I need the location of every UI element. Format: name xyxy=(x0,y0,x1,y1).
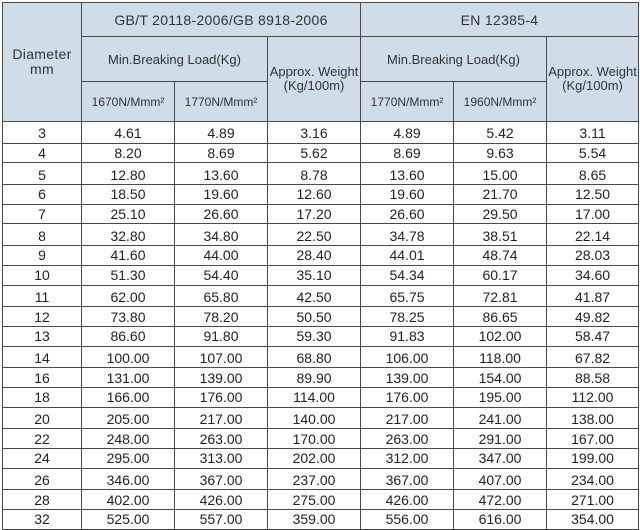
diameter-cell: 22 xyxy=(3,429,82,449)
gb-weight-cell: 359.00 xyxy=(268,510,361,530)
gb-1670-load-cell: 4.61 xyxy=(82,122,175,144)
gb-1670-load-cell: 18.50 xyxy=(82,185,175,205)
gb-1670-load-cell: 402.00 xyxy=(82,490,175,510)
en-weight-cell: 5.54 xyxy=(547,143,639,163)
en-1960-load-cell: 118.00 xyxy=(454,346,547,368)
table-row xyxy=(3,246,639,266)
diameter-cell: 5 xyxy=(3,163,82,185)
en-weight-cell: 271.00 xyxy=(547,490,639,510)
diameter-cell: 6 xyxy=(3,185,82,205)
table-row xyxy=(3,449,639,469)
en-grade-1960-header: 1960N/Mmm² xyxy=(454,82,547,122)
en-1770-load-cell: 26.60 xyxy=(361,204,454,224)
table-row xyxy=(3,204,639,224)
en-1960-load-cell: 21.70 xyxy=(454,185,547,205)
en-1960-load-cell: 5.42 xyxy=(454,122,547,144)
gb-weight-cell: 170.00 xyxy=(268,429,361,449)
en-weight-cell: 17.00 xyxy=(547,204,639,224)
en-1960-load-cell: 154.00 xyxy=(454,368,547,388)
en-1960-load-cell: 291.00 xyxy=(454,429,547,449)
gb-grade-1670-header: 1670N/Mmm² xyxy=(82,82,175,122)
en-1770-load-cell: 367.00 xyxy=(361,468,454,490)
diameter-cell: 18 xyxy=(3,387,82,407)
table-header xyxy=(3,3,639,122)
gb-weight-cell: 237.00 xyxy=(268,468,361,490)
gb-1670-load-cell: 295.00 xyxy=(82,449,175,469)
diameter-cell: 7 xyxy=(3,204,82,224)
gb-1770-load-cell: 426.00 xyxy=(175,490,268,510)
en-1960-load-cell: 616.00 xyxy=(454,510,547,530)
gb-1670-load-cell: 346.00 xyxy=(82,468,175,490)
en-1770-load-cell: 426.00 xyxy=(361,490,454,510)
en-weight-cell: 49.82 xyxy=(547,307,639,327)
diameter-cell: 8 xyxy=(3,224,82,246)
en-weight-cell: 34.60 xyxy=(547,265,639,285)
gb-1770-load-cell: 4.89 xyxy=(175,122,268,144)
diameter-cell: 16 xyxy=(3,368,82,388)
en-1770-load-cell: 176.00 xyxy=(361,387,454,407)
en-1960-load-cell: 48.74 xyxy=(454,246,547,266)
gb-1770-load-cell: 367.00 xyxy=(175,468,268,490)
gb-weight-cell: 89.90 xyxy=(268,368,361,388)
gb-1770-load-cell: 139.00 xyxy=(175,368,268,388)
en-1770-load-cell: 78.25 xyxy=(361,307,454,327)
gb-weight-cell: 42.50 xyxy=(268,285,361,307)
en-1770-load-cell: 556.00 xyxy=(361,510,454,530)
gb-weight-cell: 275.00 xyxy=(268,490,361,510)
gb-1770-load-cell: 91.80 xyxy=(175,326,268,346)
gb-1770-load-cell: 107.00 xyxy=(175,346,268,368)
wire-rope-spec-table xyxy=(2,2,639,530)
en-weight-cell: 112.00 xyxy=(547,387,639,407)
en-1960-load-cell: 407.00 xyxy=(454,468,547,490)
gb-weight-header: Approx. Weight (Kg/100m) xyxy=(268,37,361,122)
gb-weight-cell: 140.00 xyxy=(268,407,361,429)
gb-1770-load-cell: 26.60 xyxy=(175,204,268,224)
en-weight-cell: 58.47 xyxy=(547,326,639,346)
en-1770-load-cell: 217.00 xyxy=(361,407,454,429)
gb-standard-header: GB/T 20118-2006/GB 8918-2006 xyxy=(82,3,361,37)
table-row xyxy=(3,490,639,510)
gb-1670-load-cell: 73.80 xyxy=(82,307,175,327)
diameter-cell: 12 xyxy=(3,307,82,327)
en-1960-load-cell: 241.00 xyxy=(454,407,547,429)
gb-1770-load-cell: 263.00 xyxy=(175,429,268,449)
en-1960-load-cell: 72.81 xyxy=(454,285,547,307)
diameter-cell: 4 xyxy=(3,143,82,163)
gb-1670-load-cell: 166.00 xyxy=(82,387,175,407)
en-weight-cell: 3.11 xyxy=(547,122,639,144)
gb-weight-cell: 17.20 xyxy=(268,204,361,224)
diameter-cell: 20 xyxy=(3,407,82,429)
diameter-cell: 28 xyxy=(3,490,82,510)
en-weight-cell: 28.03 xyxy=(547,246,639,266)
en-1770-load-cell: 139.00 xyxy=(361,368,454,388)
gb-1770-load-cell: 557.00 xyxy=(175,510,268,530)
gb-weight-cell: 5.62 xyxy=(268,143,361,163)
gb-weight-cell: 28.40 xyxy=(268,246,361,266)
en-grade-1770-header: 1770N/Mmm² xyxy=(361,82,454,122)
en-weight-cell: 88.58 xyxy=(547,368,639,388)
gb-weight-cell: 68.80 xyxy=(268,346,361,368)
gb-1670-load-cell: 86.60 xyxy=(82,326,175,346)
en-weight-cell: 41.87 xyxy=(547,285,639,307)
table-row xyxy=(3,285,639,307)
en-1770-load-cell: 106.00 xyxy=(361,346,454,368)
diameter-cell: 10 xyxy=(3,265,82,285)
gb-1770-load-cell: 217.00 xyxy=(175,407,268,429)
diameter-cell: 11 xyxy=(3,285,82,307)
gb-1670-load-cell: 248.00 xyxy=(82,429,175,449)
gb-1670-load-cell: 131.00 xyxy=(82,368,175,388)
table-row xyxy=(3,122,639,144)
table-row xyxy=(3,510,639,530)
en-1960-load-cell: 38.51 xyxy=(454,224,547,246)
en-1960-load-cell: 29.50 xyxy=(454,204,547,224)
diameter-cell: 32 xyxy=(3,510,82,530)
diameter-cell: 24 xyxy=(3,449,82,469)
en-1770-load-cell: 54.34 xyxy=(361,265,454,285)
diameter-cell: 3 xyxy=(3,122,82,144)
gb-1770-load-cell: 19.60 xyxy=(175,185,268,205)
en-weight-header: Approx. Weight (Kg/100m) xyxy=(547,37,639,122)
gb-min-breaking-load-header: Min.Breaking Load(Kg) xyxy=(82,37,268,82)
gb-weight-cell: 35.10 xyxy=(268,265,361,285)
en-1770-load-cell: 8.69 xyxy=(361,143,454,163)
gb-1770-load-cell: 34.80 xyxy=(175,224,268,246)
en-weight-cell: 8.65 xyxy=(547,163,639,185)
diameter-cell: 13 xyxy=(3,326,82,346)
en-1960-load-cell: 195.00 xyxy=(454,387,547,407)
gb-1770-load-cell: 13.60 xyxy=(175,163,268,185)
en-1770-load-cell: 44.01 xyxy=(361,246,454,266)
en-1770-load-cell: 4.89 xyxy=(361,122,454,144)
en-1960-load-cell: 347.00 xyxy=(454,449,547,469)
gb-1770-load-cell: 8.69 xyxy=(175,143,268,163)
en-weight-cell: 234.00 xyxy=(547,468,639,490)
gb-1670-load-cell: 41.60 xyxy=(82,246,175,266)
gb-1670-load-cell: 8.20 xyxy=(82,143,175,163)
en-weight-cell: 138.00 xyxy=(547,407,639,429)
table-row xyxy=(3,368,639,388)
gb-1670-load-cell: 205.00 xyxy=(82,407,175,429)
diameter-cell: 26 xyxy=(3,468,82,490)
gb-1770-load-cell: 54.40 xyxy=(175,265,268,285)
en-weight-cell: 12.50 xyxy=(547,185,639,205)
table-row xyxy=(3,387,639,407)
gb-weight-cell: 50.50 xyxy=(268,307,361,327)
table-row xyxy=(3,265,639,285)
gb-1770-load-cell: 313.00 xyxy=(175,449,268,469)
en-1960-load-cell: 102.00 xyxy=(454,326,547,346)
gb-1670-load-cell: 32.80 xyxy=(82,224,175,246)
table-row xyxy=(3,185,639,205)
diameter-cell: 9 xyxy=(3,246,82,266)
en-1770-load-cell: 65.75 xyxy=(361,285,454,307)
en-weight-cell: 199.00 xyxy=(547,449,639,469)
en-1770-load-cell: 34.78 xyxy=(361,224,454,246)
en-weight-cell: 354.00 xyxy=(547,510,639,530)
en-weight-cell: 67.82 xyxy=(547,346,639,368)
gb-weight-cell: 59.30 xyxy=(268,326,361,346)
en-1960-load-cell: 60.17 xyxy=(454,265,547,285)
table-row xyxy=(3,429,639,449)
gb-weight-cell: 202.00 xyxy=(268,449,361,469)
table-body xyxy=(3,122,639,530)
table-row xyxy=(3,307,639,327)
gb-1670-load-cell: 100.00 xyxy=(82,346,175,368)
diameter-cell: 14 xyxy=(3,346,82,368)
table-row xyxy=(3,468,639,490)
gb-weight-cell: 8.78 xyxy=(268,163,361,185)
diameter-header: Diameter mm xyxy=(3,3,82,122)
gb-1670-load-cell: 12.80 xyxy=(82,163,175,185)
table-row xyxy=(3,326,639,346)
gb-weight-cell: 22.50 xyxy=(268,224,361,246)
en-1770-load-cell: 263.00 xyxy=(361,429,454,449)
en-1770-load-cell: 91.83 xyxy=(361,326,454,346)
gb-weight-cell: 3.16 xyxy=(268,122,361,144)
gb-1770-load-cell: 176.00 xyxy=(175,387,268,407)
en-1770-load-cell: 13.60 xyxy=(361,163,454,185)
table-row xyxy=(3,143,639,163)
en-standard-header: EN 12385-4 xyxy=(361,3,639,37)
en-1960-load-cell: 9.63 xyxy=(454,143,547,163)
table-row xyxy=(3,407,639,429)
en-weight-cell: 167.00 xyxy=(547,429,639,449)
en-weight-cell: 22.14 xyxy=(547,224,639,246)
en-min-breaking-load-header: Min.Breaking Load(Kg) xyxy=(361,37,547,82)
gb-weight-cell: 114.00 xyxy=(268,387,361,407)
gb-1770-load-cell: 78.20 xyxy=(175,307,268,327)
en-1770-load-cell: 312.00 xyxy=(361,449,454,469)
en-1960-load-cell: 86.65 xyxy=(454,307,547,327)
gb-grade-1770-header: 1770N/Mmm² xyxy=(175,82,268,122)
en-1960-load-cell: 472.00 xyxy=(454,490,547,510)
gb-1770-load-cell: 44.00 xyxy=(175,246,268,266)
gb-1770-load-cell: 65.80 xyxy=(175,285,268,307)
gb-weight-cell: 12.60 xyxy=(268,185,361,205)
en-1770-load-cell: 19.60 xyxy=(361,185,454,205)
table-row xyxy=(3,224,639,246)
gb-1670-load-cell: 525.00 xyxy=(82,510,175,530)
en-1960-load-cell: 15.00 xyxy=(454,163,547,185)
gb-1670-load-cell: 51.30 xyxy=(82,265,175,285)
table-row xyxy=(3,346,639,368)
gb-1670-load-cell: 25.10 xyxy=(82,204,175,224)
gb-1670-load-cell: 62.00 xyxy=(82,285,175,307)
table-row xyxy=(3,163,639,185)
spec-table-container xyxy=(2,2,639,530)
